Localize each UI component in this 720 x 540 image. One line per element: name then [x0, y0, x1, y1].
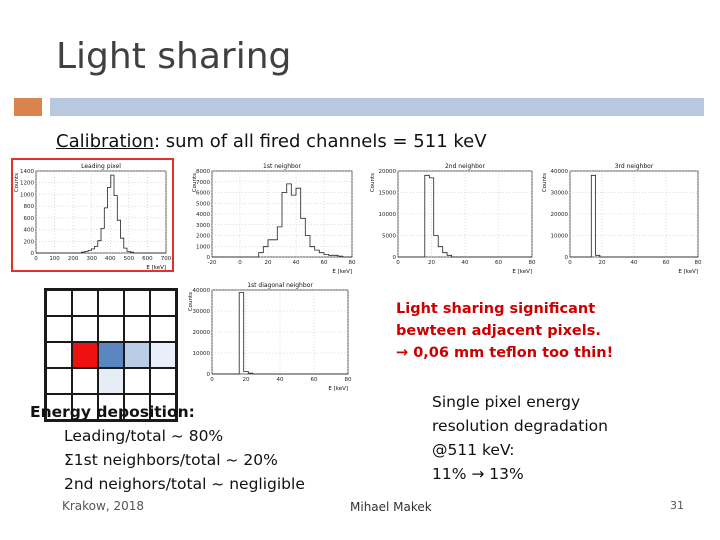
x-tick-label: 60 [662, 260, 670, 266]
energy-line-2: Σ1st neighbors/total ~ 20% [64, 451, 278, 469]
x-tick-label: 40 [276, 377, 284, 383]
y-tick-label: 1400 [20, 169, 34, 175]
x-tick-label: 0 [568, 260, 572, 266]
x-tick-label: 20 [428, 260, 435, 266]
resolution-line-2: resolution degradation [432, 417, 608, 435]
pixel-cell [46, 342, 72, 368]
leading-pixel-highlight-frame [11, 158, 174, 272]
y-axis-label: Counts [188, 292, 194, 312]
calibration-text: : sum of all fired channels = 511 keV [153, 131, 487, 152]
y-tick-label: 15000 [378, 190, 396, 197]
x-tick-label: 80 [344, 377, 352, 383]
y-tick-label: 0 [30, 251, 34, 257]
y-axis-label: Counts [192, 173, 198, 193]
x-tick-label: 80 [528, 260, 536, 266]
y-tick-label: 30000 [550, 190, 568, 197]
y-tick-label: 4000 [196, 212, 210, 218]
histogram-title: 1st diagonal neighbor [247, 282, 313, 289]
x-tick-label: 40 [292, 260, 300, 266]
light-sharing-note [396, 298, 666, 364]
pixel-cell [98, 316, 124, 342]
y-tick-label: 10000 [192, 351, 210, 357]
energy-heading: Energy deposition: [30, 403, 195, 421]
page-number: 31 [670, 499, 684, 512]
x-tick-label: 0 [210, 377, 214, 383]
pixel-cell [46, 290, 72, 316]
x-axis-label: E [keV] [146, 265, 166, 271]
y-tick-label: 1000 [20, 192, 34, 199]
energy-line-3: 2nd neighors/total ~ negligible [64, 475, 305, 493]
x-tick-label: 20 [242, 377, 250, 383]
y-tick-label: 20000 [550, 212, 568, 218]
y-tick-label: 800 [23, 204, 34, 211]
histogram-svg [368, 159, 538, 275]
x-tick-label: 0 [238, 260, 242, 266]
x-tick-label: 20 [598, 260, 606, 266]
x-tick-label: 700 [160, 256, 172, 262]
histogram-svg [540, 159, 704, 275]
x-tick-label: 0 [396, 260, 400, 266]
x-tick-label: 40 [461, 260, 469, 266]
pixel-cell [150, 290, 176, 316]
y-tick-label: 0 [564, 255, 568, 261]
x-tick-label: 200 [67, 256, 79, 262]
pixel-cell [98, 290, 124, 316]
slide-title: Light sharing [56, 36, 292, 77]
x-tick-label: 80 [348, 260, 356, 266]
light-note-line-2: bewteen adjacent pixels. [396, 323, 601, 339]
y-tick-label: 1000 [196, 244, 210, 251]
y-tick-label: 10000 [550, 233, 568, 240]
x-tick-label: 0 [34, 256, 38, 262]
y-tick-label: 3000 [196, 222, 210, 229]
x-tick-label: 600 [142, 256, 153, 262]
pixel-cell [72, 290, 98, 316]
histogram-1st-neighbor [190, 159, 358, 275]
pixel-cell [124, 290, 150, 316]
histogram-svg [190, 159, 358, 275]
y-axis-label: Counts [14, 173, 20, 193]
pixel-cell [98, 342, 124, 368]
pixel-cell [46, 368, 72, 394]
x-tick-label: -20 [207, 260, 217, 266]
x-tick-label: 60 [495, 260, 502, 266]
x-tick-label: 100 [49, 256, 60, 262]
pixel-cell [124, 316, 150, 342]
y-tick-label: 0 [206, 372, 210, 378]
y-tick-label: 20000 [378, 169, 396, 175]
calibration-line [56, 131, 487, 152]
x-tick-label: 400 [105, 256, 116, 262]
y-tick-label: 40000 [192, 288, 210, 294]
light-note-line-1: Light sharing significant [396, 301, 596, 317]
histogram-2nd-neighbor [368, 159, 538, 275]
x-axis-label: E [keV] [328, 386, 348, 392]
x-tick-label: 500 [123, 256, 135, 262]
pixel-cell [46, 316, 72, 342]
y-tick-label: 40000 [550, 169, 568, 175]
histogram-1st-diagonal-neighbor [186, 280, 354, 392]
pixel-cell [124, 368, 150, 394]
histogram-title: Leading pixel [81, 163, 121, 170]
y-tick-label: 1200 [20, 180, 34, 187]
resolution-line-4: 11% → 13% [432, 465, 524, 483]
pixel-cell [72, 368, 98, 394]
pixel-cell [72, 316, 98, 342]
x-tick-label: 60 [310, 377, 318, 383]
x-axis-label: E [keV] [332, 269, 352, 275]
energy-line-1: Leading/total ~ 80% [64, 427, 224, 445]
y-tick-label: 20000 [192, 330, 210, 336]
y-tick-label: 30000 [192, 309, 210, 315]
y-tick-label: 7000 [196, 179, 210, 186]
x-tick-label: 80 [694, 260, 702, 266]
x-axis-label: E [keV] [512, 269, 532, 275]
pixel-cell [124, 342, 150, 368]
pixel-cell [150, 368, 176, 394]
y-tick-label: 0 [206, 255, 210, 261]
accent-bar-blue [50, 98, 704, 116]
pixel-cell [72, 342, 98, 368]
y-tick-label: 2000 [196, 233, 210, 240]
histogram-3rd-neighbor [540, 159, 704, 275]
resolution-line-1: Single pixel energy [432, 393, 581, 411]
pixel-cell [150, 342, 176, 368]
histogram-title: 3rd neighbor [614, 163, 654, 170]
histogram-title: 1st neighbor [263, 163, 301, 170]
x-tick-label: 20 [264, 260, 272, 266]
footer-author: Mihael Makek [350, 500, 432, 514]
y-tick-label: 200 [23, 239, 34, 246]
y-tick-label: 400 [23, 227, 34, 234]
y-tick-label: 600 [23, 215, 34, 222]
y-tick-label: 8000 [196, 169, 210, 175]
x-tick-label: 300 [86, 256, 97, 262]
pixel-cell [98, 368, 124, 394]
y-tick-label: 6000 [196, 190, 210, 197]
y-tick-label: 10000 [378, 212, 396, 218]
calibration-label: Calibration [56, 131, 154, 152]
footer-location-date: Krakow, 2018 [62, 499, 145, 513]
y-tick-label: 5000 [196, 201, 210, 208]
x-tick-label: 60 [320, 260, 328, 266]
histogram-title: 2nd neighbor [444, 163, 486, 170]
y-tick-label: 5000 [382, 233, 396, 240]
pixel-cell [150, 316, 176, 342]
y-axis-label: Counts [542, 173, 548, 193]
energy-deposition-block [30, 400, 305, 496]
y-axis-label: Counts [370, 173, 376, 193]
resolution-line-3: @511 keV: [432, 441, 515, 459]
accent-bar-orange [14, 98, 42, 116]
x-tick-label: 40 [630, 260, 638, 266]
x-axis-label: E [keV] [678, 269, 698, 275]
light-note-line-3: → 0,06 mm teflon too thin! [396, 345, 614, 361]
y-tick-label: 0 [392, 255, 396, 261]
resolution-note [432, 390, 672, 486]
histogram-svg [186, 280, 354, 392]
